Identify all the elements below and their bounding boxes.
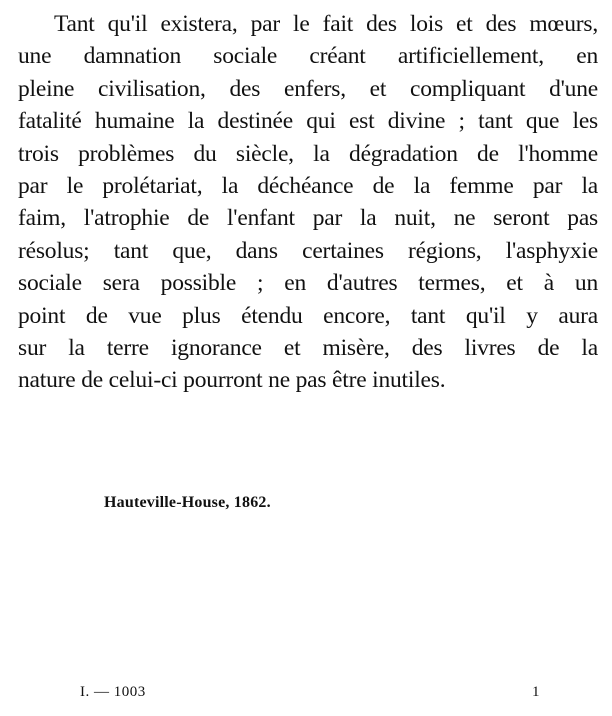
preface-line: point de vue plus étendu encore, tant qu'il y aura	[18, 302, 598, 329]
preface-line: nature de celui-ci pourront ne pas être inutiles.	[18, 367, 446, 394]
preface-paragraph	[18, 8, 598, 397]
preface-line: par le prolétariat, la déchéance de la femme par la	[18, 172, 598, 199]
preface-line: une damnation sociale créant artificiellement, en	[18, 43, 598, 70]
page-number: 1	[532, 684, 540, 700]
preface-line: résolus; tant que, dans certaines régions, l'asphyxie	[18, 237, 598, 264]
preface-line: fatalité humaine la destinée qui est divine ; tant que les	[18, 108, 598, 135]
preface-line: Tant qu'il existera, par le fait des lois et des mœurs,	[54, 11, 598, 37]
preface-line: pleine civilisation, des enfers, et compliquant d'une	[18, 75, 598, 102]
preface-line: trois problèmes du siècle, la dégradation de l'homme	[18, 140, 598, 167]
printer-signature-mark: I. — 1003	[80, 684, 146, 700]
preface-line: sur la terre ignorance et misère, des livres de la	[18, 334, 598, 361]
place-date-signature: Hauteville-House, 1862.	[104, 494, 271, 511]
preface-line: faim, l'atrophie de l'enfant par la nuit, ne seront pas	[18, 205, 598, 232]
preface-line: sociale sera possible ; en d'autres termes, et à un	[18, 270, 598, 297]
